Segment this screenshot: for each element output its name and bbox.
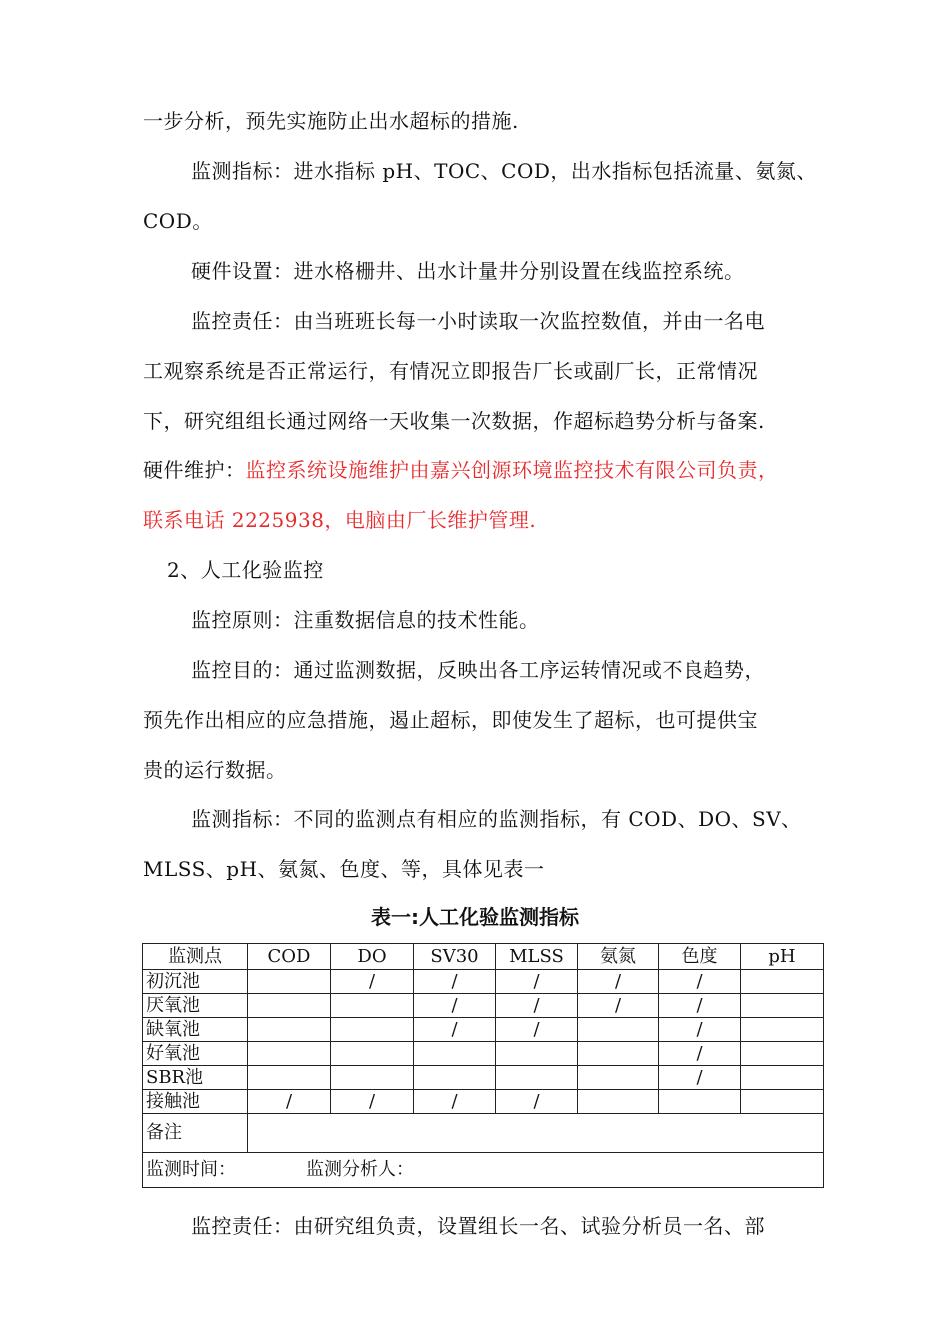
table-row	[143, 970, 824, 994]
indicator-cell: /	[331, 970, 414, 994]
indicator-cell	[496, 1042, 578, 1066]
paragraph-line: 贵的运行数据。	[143, 758, 287, 782]
analyst-label: 监测分析人：	[306, 1159, 414, 1180]
table-row	[143, 1066, 824, 1090]
maintenance-contact: 联系电话 2225938，电脑由厂长维护管理.	[143, 508, 537, 532]
table-header-cell: 氨氮	[578, 944, 659, 970]
remark-cell	[248, 1114, 824, 1153]
table-remark-row	[143, 1114, 824, 1153]
table-header-row	[143, 944, 824, 970]
paragraph-line: MLSS、pH、氨氮、色度、等，具体见表一	[143, 857, 545, 881]
paragraph-line: 下，研究组组长通过网络一天收集一次数据，作超标趋势分析与备案.	[143, 409, 765, 433]
indicator-cell	[578, 1066, 659, 1090]
table-row	[143, 994, 824, 1018]
footer-cell	[143, 1153, 824, 1188]
indicator-cell	[331, 994, 414, 1018]
indicator-cell	[741, 1018, 824, 1042]
table-footer-row	[143, 1153, 824, 1188]
table-header-cell: SV30	[414, 944, 496, 970]
station-name-cell: 厌氧池	[143, 994, 248, 1018]
indicator-cell	[659, 1090, 741, 1114]
paragraph-line: 一步分析，预先实施防止出水超标的措施.	[143, 109, 519, 133]
indicator-cell	[741, 994, 824, 1018]
indicator-cell: /	[496, 970, 578, 994]
indicator-cell: /	[659, 994, 741, 1018]
indicator-cell	[414, 1042, 496, 1066]
station-name-cell: 接触池	[143, 1090, 248, 1114]
indicator-cell	[741, 1042, 824, 1066]
paragraph-line: 硬件设置：进水格栅井、出水计量井分别设置在线监控系统。	[191, 259, 745, 283]
table-row	[143, 1042, 824, 1066]
table-caption: 表一:人工化验监测指标	[371, 905, 579, 929]
station-name-cell: 缺氧池	[143, 1018, 248, 1042]
indicator-cell: /	[414, 1090, 496, 1114]
paragraph-line: 监测指标：进水指标 pH、TOC、COD，出水指标包括流量、氨氮、	[191, 159, 817, 183]
paragraph-line: 工观察系统是否正常运行，有情况立即报告厂长或副厂长，正常情况	[143, 359, 758, 383]
paragraph-line: COD。	[143, 209, 213, 233]
indicator-cell: /	[414, 1018, 496, 1042]
remark-label: 备注	[143, 1114, 248, 1153]
table-header-cell: DO	[331, 944, 414, 970]
indicator-cell: /	[659, 970, 741, 994]
indicator-cell	[578, 1090, 659, 1114]
indicator-cell	[248, 1066, 331, 1090]
table-row	[143, 1090, 824, 1114]
indicator-cell	[741, 970, 824, 994]
indicator-cell	[414, 1066, 496, 1090]
maintenance-line	[143, 457, 779, 483]
indicator-cell	[741, 1066, 824, 1090]
indicator-cell	[578, 1042, 659, 1066]
table-header-cell: COD	[248, 944, 331, 970]
indicator-cell	[248, 994, 331, 1018]
indicator-cell: /	[414, 970, 496, 994]
station-name-cell: 好氧池	[143, 1042, 248, 1066]
indicator-cell	[248, 1018, 331, 1042]
station-name-cell: SBR池	[143, 1066, 248, 1090]
paragraph-line: 监控责任：由研究组负责，设置组长一名、试验分析员一名、部	[191, 1214, 765, 1238]
indicator-cell	[496, 1066, 578, 1090]
indicator-cell: /	[496, 994, 578, 1018]
time-label: 监测时间：	[146, 1159, 236, 1180]
table-row	[143, 1018, 824, 1042]
table-header-cell: 色度	[659, 944, 741, 970]
indicator-cell	[248, 970, 331, 994]
indicator-cell: /	[496, 1018, 578, 1042]
indicator-cell: /	[659, 1066, 741, 1090]
paragraph-line: 预先作出相应的应急措施，遏止超标，即使发生了超标，也可提供宝	[143, 708, 758, 732]
indicator-cell	[741, 1090, 824, 1114]
indicator-cell: /	[414, 994, 496, 1018]
table-header-cell: pH	[741, 944, 824, 970]
indicator-cell: /	[659, 1018, 741, 1042]
section-heading: 2、人工化验监控	[167, 558, 324, 582]
indicator-cell: /	[578, 994, 659, 1018]
indicator-cell	[578, 1018, 659, 1042]
paragraph-line: 监控目的：通过监测数据，反映出各工序运转情况或不良趋势，	[191, 658, 765, 682]
table-header-cell: MLSS	[496, 944, 578, 970]
maintenance-text: 监控系统设施维护由嘉兴创源环境监控技术有限公司负责，	[245, 458, 779, 482]
paragraph-line: 监测指标：不同的监测点有相应的监测指标，有 COD、DO、SV、	[191, 807, 802, 831]
indicator-cell: /	[578, 970, 659, 994]
indicator-cell	[331, 1018, 414, 1042]
indicator-cell	[248, 1042, 331, 1066]
indicator-cell: /	[496, 1090, 578, 1114]
indicator-cell	[331, 1042, 414, 1066]
indicator-cell: /	[659, 1042, 741, 1066]
indicator-cell: /	[331, 1090, 414, 1114]
table-header-cell: 监测点	[143, 944, 248, 970]
paragraph-line: 监控责任：由当班班长每一小时读取一次监控数值，并由一名电	[191, 309, 765, 333]
indicator-cell	[331, 1066, 414, 1090]
station-name-cell: 初沉池	[143, 970, 248, 994]
indicator-cell: /	[248, 1090, 331, 1114]
monitoring-table	[142, 943, 824, 1188]
maintenance-label: 硬件维护：	[143, 458, 246, 482]
paragraph-line: 监控原则：注重数据信息的技术性能。	[191, 608, 540, 632]
